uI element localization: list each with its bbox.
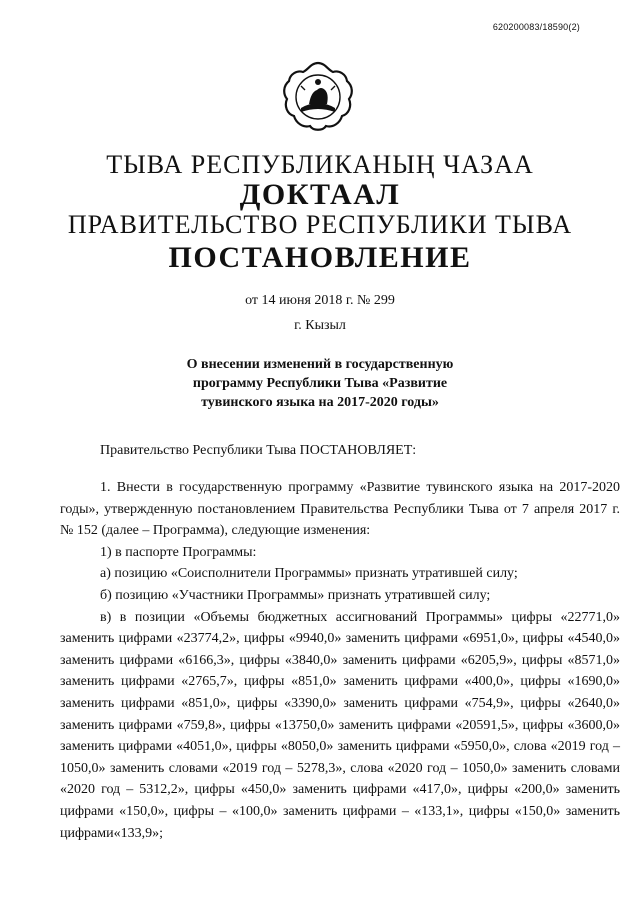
body-paragraph: а) позицию «Соисполнители Программы» признать утратившей силу; (100, 566, 518, 582)
document-city: г. Кызыл (294, 318, 346, 333)
document-date: от 14 июня 2018 г. № 299 (245, 293, 395, 308)
title-line: О внесении изменений в государственную (186, 357, 454, 372)
title-line: программу Республики Тыва «Развитие (192, 376, 448, 391)
coat-of-arms-emblem (281, 60, 355, 134)
resolve-statement: Правительство Республики Тыва ПОСТАНОВЛЯЕТ: (100, 443, 417, 458)
document-id: 620200083/18590(2) (492, 22, 580, 32)
document-body (60, 477, 620, 844)
document-title (150, 355, 490, 412)
body-paragraph: в) в позиции «Объемы бюджетных ассигнований Программы» цифры «22771,0» заменить цифрами «23774,2», цифры «9940,0» заменить цифрами «6951,0», цифры «4540,0» заменить цифрами «6166,3», цифры «3840,0» заменить цифрами «6205,9», цифры «8571,0» заменить цифрами «2765,7», цифры «851,0» заменить цифрами «400,0», цифры «1690,0» заменить цифрами «851,0», цифры «3390,0» заменить цифрами «754,9», цифры «2640,0» заменить цифрами «759,8», цифры «13750,0» заменить цифрами «20591,5», цифры «3600,0» заменить цифрами «4051,0», цифры «8050,0» заменить цифрами «5950,0», слова «2019 год – 1050,0» заменить словами «2019 год – 5278,3», слова «2020 год – 1050,0» заменить словами «2020 год – 5312,2», цифры «450,0» заменить цифрами «417,0», цифры «200,0» заменить цифрами «150,0», цифры – «100,0» заменить цифрами – «133,1», цифры «150,0» заменить цифрами«133,9»; (60, 609, 620, 841)
header-tuvan-government: ТЫВА РЕСПУБЛИКАНЫҢ ЧАЗАА (106, 150, 534, 179)
header-doktaal: ДОКТААЛ (239, 178, 401, 211)
header-russian-government: ПРАВИТЕЛЬСТВО РЕСПУБЛИКИ ТЫВА (67, 210, 573, 239)
body-paragraph: б) позицию «Участники Программы» признать утратившей силу; (100, 587, 491, 603)
body-paragraph: 1. Внести в государственную программу «Развитие тувинского языка на 2017-2020 годы», утвержденную постановлением Правительства Республики Тыва от 7 апреля 2017 г. № 152 (далее – Программа), следующие изменения: (60, 480, 620, 539)
header-postanovlenie: ПОСТАНОВЛЕНИЕ (168, 241, 472, 274)
title-line: тувинского языка на 2017-2020 годы» (201, 395, 439, 410)
body-paragraph: 1) в паспорте Программы: (100, 544, 257, 560)
